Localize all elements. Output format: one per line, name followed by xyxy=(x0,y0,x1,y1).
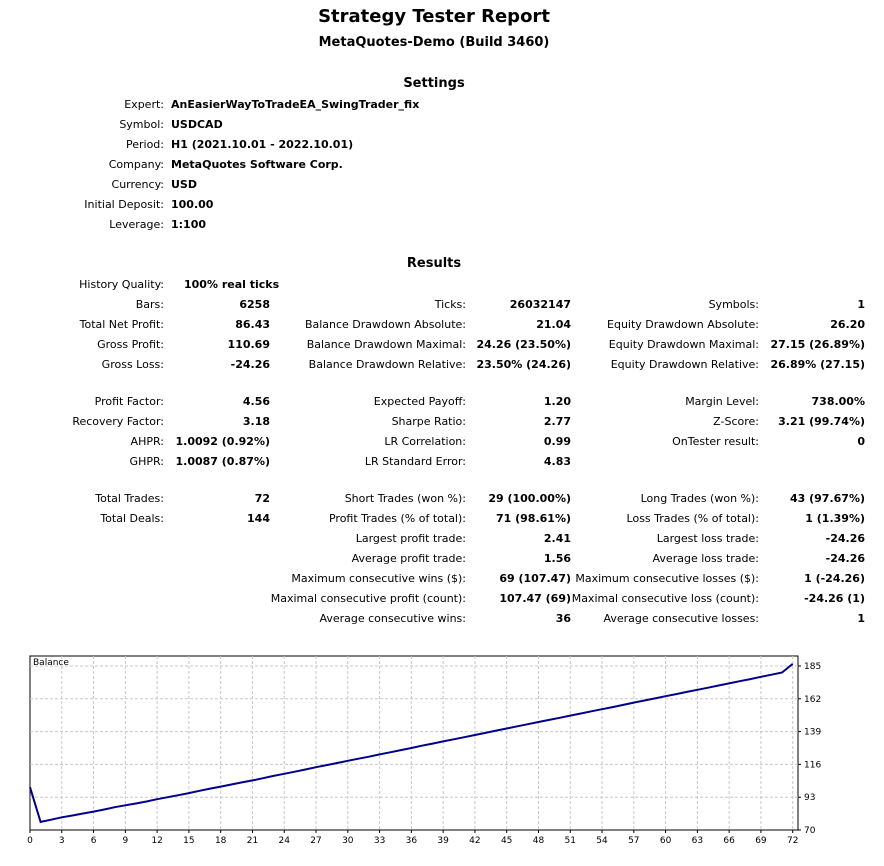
y-tick-label: 185 xyxy=(804,661,822,672)
col3-label: Margin Level: xyxy=(685,395,759,408)
col2-value: 36 xyxy=(555,612,571,625)
settings-label: Leverage: xyxy=(109,218,164,231)
col3-value: 1 (1.39%) xyxy=(805,512,865,525)
x-tick-label: 0 xyxy=(27,836,33,846)
chart-title: Balance xyxy=(33,658,69,668)
col3-value: 27.15 (26.89%) xyxy=(770,338,865,351)
x-tick-label: 6 xyxy=(90,836,97,846)
col2-value: 26032147 xyxy=(509,298,571,311)
col2-label: Maximal consecutive profit (count): xyxy=(270,592,466,605)
col2-label: Balance Drawdown Absolute: xyxy=(304,318,466,331)
col2-label: Profit Trades (% of total): xyxy=(328,512,466,525)
col2-label: Ticks: xyxy=(434,298,466,311)
col1-value: 110.69 xyxy=(227,338,270,351)
col2-label: Balance Drawdown Relative: xyxy=(308,358,466,371)
settings-value: AnEasierWayToTradeEA_SwingTrader_fix xyxy=(171,98,420,111)
col3-value: -24.26 xyxy=(825,532,865,545)
col2-label: LR Standard Error: xyxy=(364,455,466,468)
plot-frame xyxy=(30,656,798,830)
x-tick-label: 60 xyxy=(659,836,672,846)
settings-label: Company: xyxy=(108,158,164,171)
col3-label: Equity Drawdown Maximal: xyxy=(608,338,759,351)
col2-label: Balance Drawdown Maximal: xyxy=(306,338,466,351)
col3-value: 1 xyxy=(857,612,865,625)
x-tick-label: 39 xyxy=(437,836,449,846)
col1-value: 72 xyxy=(254,492,270,505)
col1-value: 86.43 xyxy=(235,318,270,331)
col1-value: 4.56 xyxy=(242,395,270,408)
x-tick-label: 63 xyxy=(691,836,704,846)
col1-label: Gross Profit: xyxy=(97,338,164,351)
col3-value: 0 xyxy=(857,435,865,448)
col3-label: Average consecutive losses: xyxy=(603,612,759,625)
settings-label: Currency: xyxy=(111,178,164,191)
x-tick-label: 33 xyxy=(373,836,386,846)
col1-value: 6258 xyxy=(239,298,270,311)
settings-value: USDCAD xyxy=(171,118,223,131)
col1-label: Total Net Profit: xyxy=(79,318,164,331)
results-heading: Results xyxy=(406,256,462,271)
x-tick-label: 48 xyxy=(532,836,545,846)
x-tick-label: 66 xyxy=(723,836,735,846)
x-tick-label: 42 xyxy=(469,836,481,846)
x-tick-label: 21 xyxy=(246,836,259,846)
col1-label: Gross Loss: xyxy=(101,358,164,371)
col1-value: 3.18 xyxy=(242,415,270,428)
balance-chart-svg xyxy=(26,652,872,852)
x-tick-label: 9 xyxy=(122,836,129,846)
col3-value: -24.26 (1) xyxy=(804,592,865,605)
col2-value: 71 (98.61%) xyxy=(495,512,571,525)
col2-label: Largest profit trade: xyxy=(355,532,466,545)
x-tick-label: 51 xyxy=(564,836,576,846)
x-tick-label: 54 xyxy=(596,836,608,846)
x-tick-label: 3 xyxy=(58,836,65,846)
col2-value: 2.77 xyxy=(543,415,571,428)
col3-label: Symbols: xyxy=(708,298,759,311)
col3-value: 3.21 (99.74%) xyxy=(778,415,865,428)
col1-value: -24.26 xyxy=(230,358,270,371)
col3-value: 26.89% (27.15) xyxy=(770,358,865,371)
col2-label: LR Correlation: xyxy=(384,435,466,448)
col2-label: Expected Payoff: xyxy=(373,395,466,408)
col1-label: Profit Factor: xyxy=(94,395,164,408)
y-tick-label: 162 xyxy=(804,694,822,705)
settings-value: H1 (2021.10.01 - 2022.10.01) xyxy=(171,138,354,151)
col2-value: 24.26 (23.50%) xyxy=(476,338,571,351)
col2-value: 1.20 xyxy=(543,395,571,408)
settings-label: Period: xyxy=(125,138,164,151)
col1-label: Total Deals: xyxy=(100,512,164,525)
col3-value: 1 (-24.26) xyxy=(804,572,865,585)
col1-label: AHPR: xyxy=(130,435,164,448)
history-quality-value: 100% real ticks xyxy=(184,278,280,291)
x-tick-label: 57 xyxy=(628,836,640,846)
x-tick-label: 72 xyxy=(786,836,799,846)
col1-label: GHPR: xyxy=(129,455,164,468)
col3-label: OnTester result: xyxy=(672,435,759,448)
col1-label: Bars: xyxy=(135,298,164,311)
col2-value: 107.47 (69) xyxy=(499,592,571,605)
x-tick-label: 45 xyxy=(500,836,513,846)
report-title: Strategy Tester Report xyxy=(318,6,550,27)
history-quality-label: History Quality: xyxy=(79,278,164,291)
col2-value: 4.83 xyxy=(543,455,571,468)
x-tick-label: 18 xyxy=(214,836,227,846)
settings-value: 1:100 xyxy=(171,218,207,231)
col3-label: Equity Drawdown Relative: xyxy=(610,358,759,371)
col3-value: 738.00% xyxy=(811,395,865,408)
col2-label: Average consecutive wins: xyxy=(319,612,466,625)
col2-value: 69 (107.47) xyxy=(499,572,571,585)
y-tick-label: 116 xyxy=(804,760,822,771)
col1-label: Recovery Factor: xyxy=(72,415,164,428)
settings-label: Expert: xyxy=(124,98,164,111)
col3-value: 43 (97.67%) xyxy=(789,492,865,505)
col3-label: Long Trades (won %): xyxy=(640,492,759,505)
col1-value: 1.0092 (0.92%) xyxy=(175,435,270,448)
y-tick-label: 139 xyxy=(804,727,822,738)
x-tick-label: 36 xyxy=(405,836,418,846)
settings-value: MetaQuotes Software Corp. xyxy=(171,158,343,171)
col2-value: 1.56 xyxy=(543,552,571,565)
col3-label: Largest loss trade: xyxy=(656,532,759,545)
x-tick-label: 30 xyxy=(342,836,354,846)
settings-label: Initial Deposit: xyxy=(84,198,164,211)
col3-label: Maximum consecutive losses ($): xyxy=(575,572,759,585)
col2-value: 23.50% (24.26) xyxy=(476,358,571,371)
col3-label: Maximal consecutive loss (count): xyxy=(571,592,759,605)
col2-value: 0.99 xyxy=(543,435,571,448)
col3-label: Equity Drawdown Absolute: xyxy=(607,318,759,331)
col2-value: 21.04 xyxy=(536,318,571,331)
y-tick-label: 70 xyxy=(804,826,816,836)
col3-label: Average loss trade: xyxy=(652,552,759,565)
y-tick-label: 93 xyxy=(804,793,816,804)
col2-label: Short Trades (won %): xyxy=(344,492,466,505)
x-tick-label: 24 xyxy=(278,836,290,846)
col3-label: Loss Trades (% of total): xyxy=(626,512,759,525)
col1-value: 1.0087 (0.87%) xyxy=(175,455,270,468)
settings-value: USD xyxy=(171,178,197,191)
col3-label: Z-Score: xyxy=(713,415,759,428)
col1-label: Total Trades: xyxy=(95,492,164,505)
col2-label: Sharpe Ratio: xyxy=(391,415,466,428)
x-tick-label: 27 xyxy=(310,836,322,846)
col3-value: 1 xyxy=(857,298,865,311)
col2-label: Maximum consecutive wins ($): xyxy=(291,572,466,585)
col3-value: 26.20 xyxy=(830,318,865,331)
settings-value: 100.00 xyxy=(171,198,214,211)
col2-value: 29 (100.00%) xyxy=(488,492,571,505)
balance-chart xyxy=(26,652,872,852)
col2-value: 2.41 xyxy=(543,532,571,545)
settings-heading: Settings xyxy=(403,76,465,91)
x-tick-label: 15 xyxy=(183,836,195,846)
x-tick-label: 69 xyxy=(755,836,767,846)
col3-value: -24.26 xyxy=(825,552,865,565)
settings-label: Symbol: xyxy=(119,118,164,131)
report-subtitle: MetaQuotes-Demo (Build 3460) xyxy=(318,35,550,50)
col1-value: 144 xyxy=(247,512,270,525)
x-tick-label: 12 xyxy=(151,836,163,846)
col2-label: Average profit trade: xyxy=(351,552,466,565)
